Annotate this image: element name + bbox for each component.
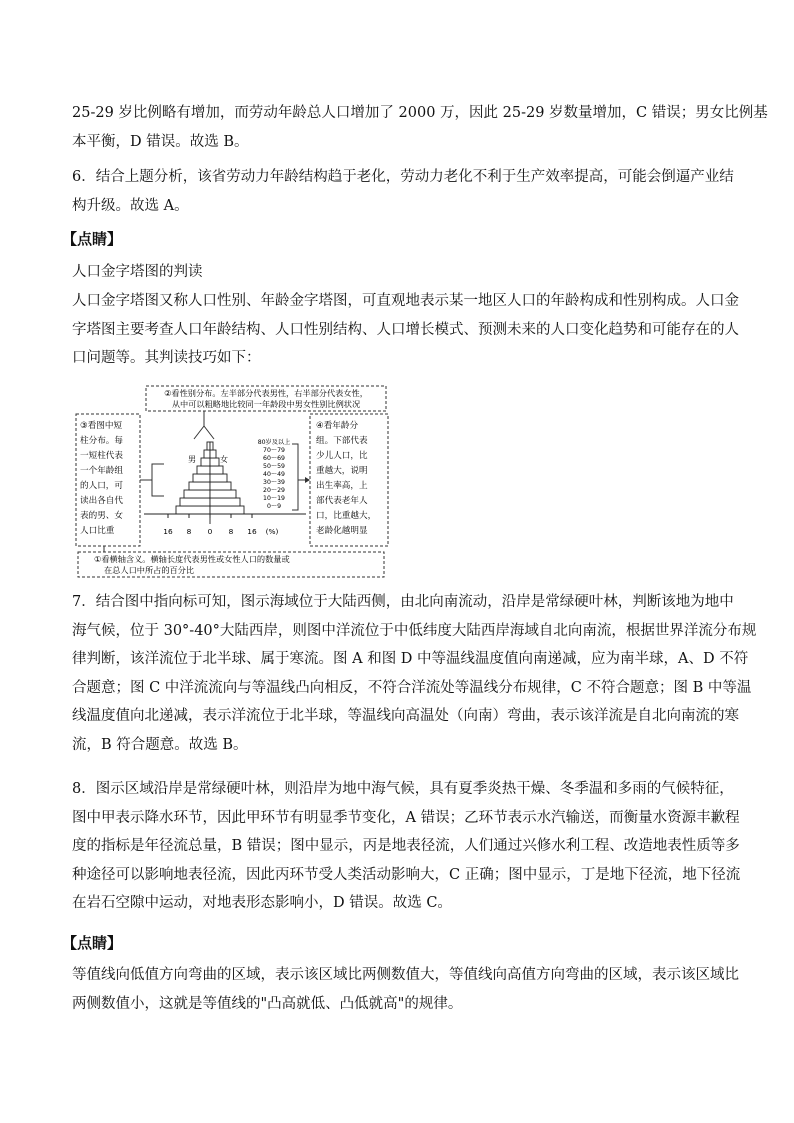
text-line: 两侧数值小，这就是等值线的"凸高就低、凸低就高"的规律。 <box>72 995 463 1012</box>
box-right-line: 老龄化越明显 <box>316 526 368 536</box>
text-line: 线温度值向北递减，表示洋流位于北半球，等温线向高温处（向南）弯曲，表示该洋流是自北向南流的寒 <box>72 708 739 725</box>
box-right-line: 出生率高，上 <box>316 481 368 491</box>
answer-5-continuation <box>72 99 768 156</box>
age-label: 80岁及以上 <box>257 439 291 446</box>
male-label: 男 <box>188 455 196 464</box>
box-left-line: 读出各自代 <box>80 496 123 506</box>
box-left-text <box>80 419 123 536</box>
text-line: 种途径可以影响地表径流，因此丙环节受人类活动影响大，C 正确；图中显示，丁是地下径流，地下径流 <box>72 866 741 883</box>
axis-tick-labels <box>163 527 278 536</box>
age-label: 30～39 <box>263 479 285 486</box>
age-label: 50～59 <box>263 463 285 470</box>
text-line: 构升级。故选 A。 <box>72 197 189 214</box>
box-left-line: 人口比重 <box>80 526 115 536</box>
box-left-line: 一个年龄组 <box>80 466 123 476</box>
answer-6 <box>72 163 734 220</box>
age-label: 60～69 <box>263 455 285 462</box>
age-label: 40～49 <box>263 471 285 478</box>
text-line: 25-29 岁比例略有增加，而劳动年龄总人口增加了 2000 万，因此 25-29 岁数量增加，C 错误；男女比例基 <box>72 105 768 121</box>
answer-8 <box>72 775 741 918</box>
text-line: 在岩石空隙中运动，对地表形态影响小，D 错误。故选 C。 <box>72 895 452 912</box>
box-left-line: ③看图中短 <box>80 421 123 431</box>
isoline-rule <box>72 961 739 1018</box>
text-line: 字塔图主要考查人口年龄结构、人口性别结构、人口增长模式、预测未来的人口变化趋势和可能存在的人 <box>72 321 739 338</box>
text-line: 合题意；图 C 中洋流流向与等温线凸向相反，不符合洋流处等温线分布规律，C 不符合题意；图 B 中等温 <box>72 679 752 696</box>
answer-7 <box>72 588 757 760</box>
axis-tick: 8 <box>228 527 234 536</box>
text-line: 8．图示区域沿岸是常绿硬叶林，则沿岸为地中海气候，具有夏季炎热干燥、冬季温和多雨的气候特征， <box>72 781 734 797</box>
text-line: 6．结合上题分析，该省劳动力年龄结构趋于老化，劳动力老化不利于生产效率提高，可能会倒逼产业结 <box>72 169 734 185</box>
section-heading-tips: 【点睛】 <box>62 230 123 248</box>
box-right-line: 口，比重越大， <box>316 511 377 521</box>
text-line: 图中甲表示降水环节，因此甲环节有明显季节变化，A 错误；乙环节表示水汽输送，而衡量水资源丰歉程 <box>72 809 740 826</box>
text-line: 流，B 符合题意。故选 B。 <box>72 736 248 753</box>
section-heading-tips-2: 【点睛】 <box>62 934 123 952</box>
age-label: 0～9 <box>266 503 282 510</box>
axis-tick: 16 <box>247 527 257 536</box>
text-line: 海气候，位于 30°-40°大陆西岸，则图中洋流位于中低纬度大陆西岸海域自北向南流，根据世界洋流分布规 <box>72 622 757 639</box>
box-left-line: 柱分布。每 <box>80 436 123 446</box>
text-line: 口问题等。其判读技巧如下： <box>72 350 261 367</box>
box-right-line: 重越大，说明 <box>316 466 368 476</box>
age-group-labels <box>258 438 291 510</box>
text-line: 人口金字塔图又称人口性别、年龄金字塔图，可直观地表示某一地区人口的年龄构成和性别构成。人口金 <box>72 293 739 309</box>
subtitle-pyramid-reading: 人口金字塔图的判读 <box>72 264 203 280</box>
box-left-line: 表的男、女 <box>80 511 123 521</box>
box-right-line: ④看年龄分 <box>316 421 359 431</box>
box-left-line: 的人口，可 <box>80 481 123 491</box>
age-label: 70～79 <box>263 447 285 454</box>
text-line: 度的指标是年径流总量，B 错误；图中显示，丙是地表径流，人们通过兴修水利工程、改造地表性质等多 <box>72 838 740 855</box>
box-right-line: 少儿人口，比 <box>316 451 368 461</box>
text-line: 律判断，该洋流位于北半球、属于寒流。图 A 和图 D 中等温线温度值向南递减，应为南半球，A、D 不符 <box>72 651 749 668</box>
text-line: 等值线向低值方向弯曲的区域，表示该区域比两侧数值大，等值线向高值方向弯曲的区域，表示该区域比 <box>72 967 739 983</box>
box-top-line1: ②看性别分布。左半部分代表男性，右半部分代表女性， <box>164 388 368 398</box>
box-top-line2: 从中可以粗略地比较同一年龄段中男女性别比例状况 <box>171 399 361 409</box>
text-line: 本平衡，D 错误。故选 B。 <box>72 133 249 150</box>
axis-tick: (%) <box>265 527 279 536</box>
text-line: 7．结合图中指向标可知，图示海域位于大陆西侧，由北向南流动，沿岸是常绿硬叶林，判断该地为地中 <box>72 594 734 610</box>
population-pyramid-diagram <box>74 384 390 580</box>
box-bottom-line2: 在总人口中所占的百分比 <box>104 565 195 575</box>
female-label: 女 <box>220 455 228 464</box>
age-label: 20～29 <box>263 487 285 494</box>
box-bottom-line1: ①看横轴含义。横轴长度代表男性或女性人口的数量或 <box>94 554 290 564</box>
pyramid-intro <box>72 287 739 373</box>
pyramid-bars <box>176 442 244 514</box>
axis-tick: 8 <box>186 527 192 536</box>
box-right-text <box>316 419 376 536</box>
axis-tick: 16 <box>163 527 173 536</box>
box-left-line: 一短柱代表 <box>80 451 123 461</box>
axis-tick: 0 <box>207 527 213 536</box>
box-right-line: 部代表老年人 <box>316 496 368 506</box>
age-label: 10～19 <box>263 495 285 502</box>
box-right-line: 组。下部代表 <box>316 436 368 446</box>
